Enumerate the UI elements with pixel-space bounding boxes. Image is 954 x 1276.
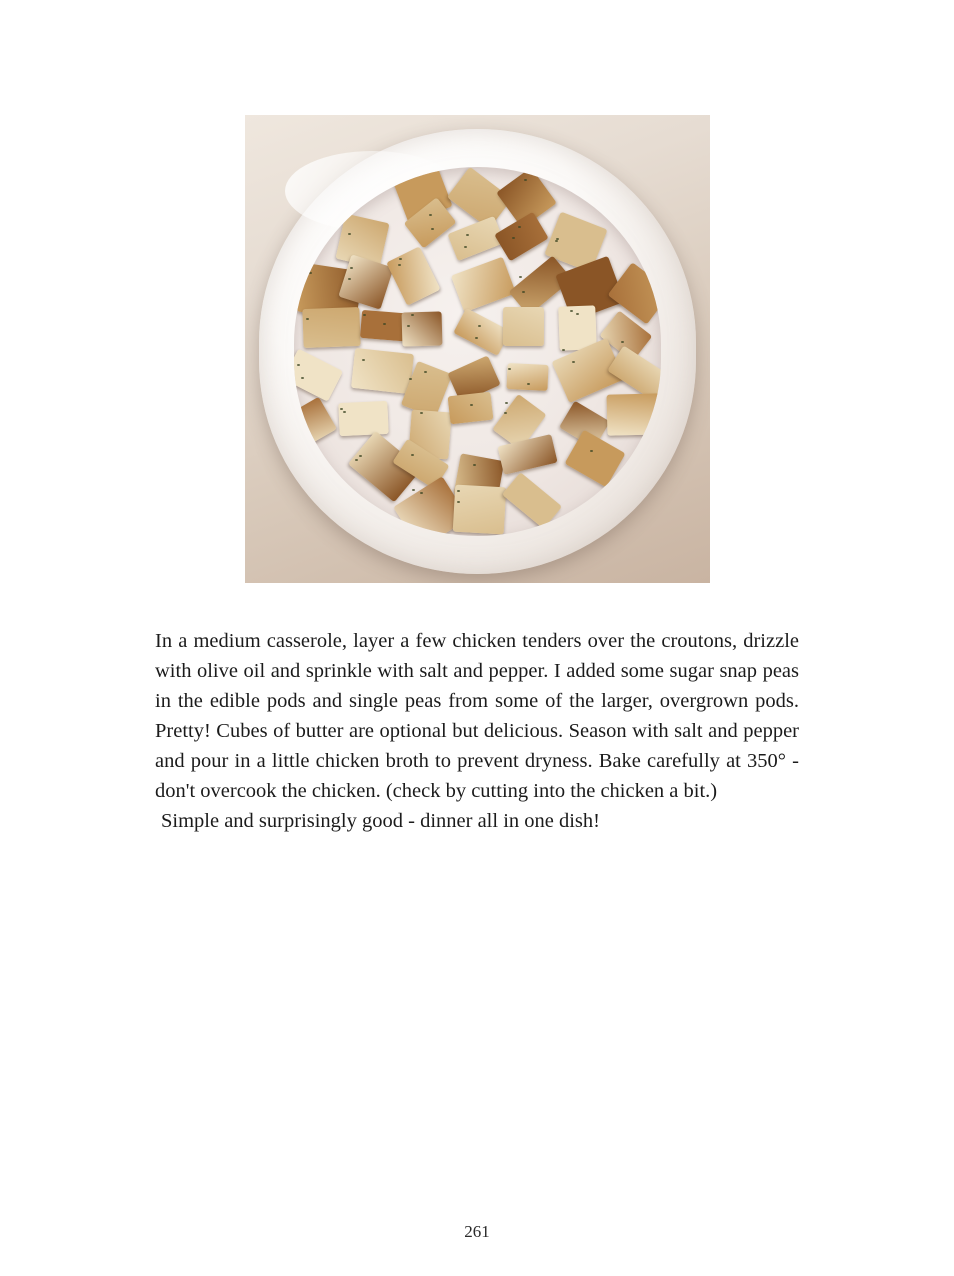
herb-fleck	[412, 489, 415, 491]
herb-fleck	[466, 234, 469, 236]
crouton	[564, 429, 625, 487]
crouton	[495, 211, 550, 261]
crouton	[502, 307, 543, 346]
closing-line: Simple and surprisingly good - dinner all in one dish!	[161, 810, 600, 832]
dish-interior	[294, 167, 661, 536]
crouton	[607, 393, 661, 435]
herb-fleck	[473, 464, 476, 466]
herb-fleck	[570, 310, 573, 312]
paragraph-text: In a medium casserole, layer a few chicken tenders over the croutons, drizzle with olive oil and sprinkle with salt and pepper. I added some sugar snap peas in the edible pods and single peas from some of the larger, overgrown pods. Pretty! Cubes of butter are optional but delicious. Season with salt and pepper and pour in a little chicken broth to prevent dryness. Bake carefully at 350° - don't overcook the chicken. (check by cutting into the chicken a bit.)	[155, 630, 799, 802]
recipe-photo	[245, 115, 710, 583]
herb-fleck	[309, 272, 312, 274]
casserole-dish	[259, 129, 696, 574]
herb-fleck	[420, 412, 423, 414]
herb-fleck	[383, 323, 386, 325]
herb-fleck	[475, 337, 478, 339]
crouton	[502, 472, 562, 529]
herb-fleck	[457, 501, 460, 503]
crouton	[401, 311, 442, 346]
crouton	[447, 392, 493, 425]
herb-fleck	[359, 455, 362, 457]
herb-fleck	[555, 240, 558, 242]
herb-fleck	[420, 492, 423, 494]
crouton	[450, 256, 515, 312]
herb-fleck	[362, 359, 365, 361]
herb-fleck	[340, 408, 343, 410]
herb-fleck	[512, 237, 515, 239]
herb-fleck	[464, 246, 467, 248]
herb-fleck	[350, 267, 353, 269]
herb-fleck	[562, 349, 565, 351]
crouton	[506, 363, 548, 391]
crouton	[386, 246, 441, 306]
body-paragraph	[155, 626, 799, 836]
herb-fleck	[398, 264, 401, 266]
crouton	[453, 484, 507, 533]
herb-fleck	[431, 228, 434, 230]
crouton	[294, 397, 337, 446]
crouton	[351, 348, 414, 394]
photo-surface	[245, 115, 710, 583]
herb-fleck	[457, 490, 460, 492]
crouton	[339, 401, 390, 436]
herb-fleck	[470, 404, 473, 406]
page-number: 261	[464, 1222, 490, 1241]
herb-fleck	[505, 402, 508, 404]
herb-fleck	[519, 276, 522, 278]
crouton	[294, 348, 343, 401]
herb-fleck	[508, 368, 511, 370]
herb-fleck	[355, 459, 358, 461]
herb-fleck	[576, 313, 579, 315]
crouton	[558, 305, 596, 350]
crouton	[302, 307, 360, 348]
crouton	[607, 345, 661, 400]
